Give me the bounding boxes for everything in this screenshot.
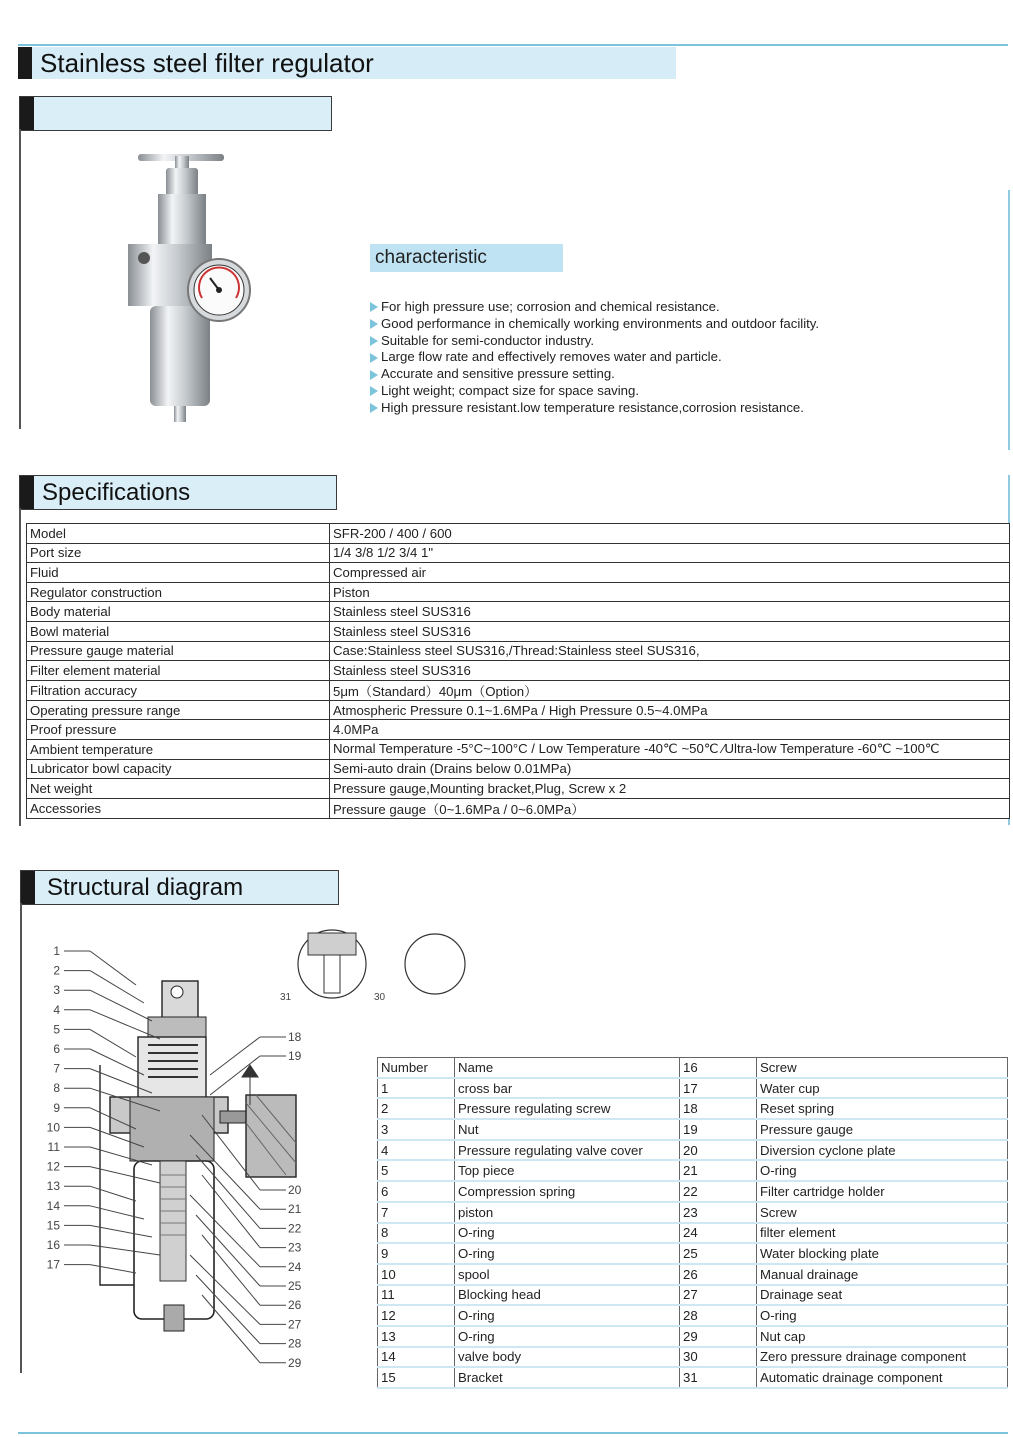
callout-label: 4 <box>53 1002 60 1017</box>
table-row <box>27 582 1010 602</box>
table-row <box>680 1305 1008 1326</box>
table-row <box>378 1098 680 1119</box>
table-cell-value: Stainless steel SUS316 <box>330 602 1010 622</box>
callout-label: 19 <box>288 1049 302 1063</box>
table-cell-key: Port size <box>27 543 330 563</box>
table-cell-value: spool <box>455 1264 680 1285</box>
table-cell-value: Blocking head <box>455 1285 680 1306</box>
table-row <box>378 1119 680 1140</box>
table-row <box>378 1058 680 1078</box>
list-item <box>370 400 819 417</box>
table-cell-value: Drainage seat <box>757 1285 1008 1306</box>
callout-leader <box>90 1186 136 1201</box>
callout-leader <box>90 971 144 1003</box>
table-cell-key: 29 <box>680 1326 757 1347</box>
table-row <box>27 700 1010 720</box>
table-cell-value: Screw <box>757 1202 1008 1223</box>
list-item-text: Accurate and sensitive pressure setting. <box>381 366 615 382</box>
table-cell-value: Compressed air <box>330 563 1010 583</box>
table-cell-value: Case:Stainless steel SUS316,/Thread:Stainless steel SUS316, <box>330 641 1010 661</box>
table-row <box>680 1285 1008 1306</box>
table-cell-value: Diversion cyclone plate <box>757 1140 1008 1161</box>
table-row <box>27 661 1010 681</box>
table-row <box>680 1243 1008 1264</box>
table-cell-value: Pressure gauge,Mounting bracket,Plug, Screw x 2 <box>330 779 1010 799</box>
table-cell-key: 15 <box>378 1367 455 1388</box>
product-caption-box <box>19 96 332 131</box>
table-row <box>378 1264 680 1285</box>
product-left-rule <box>19 129 21 429</box>
specifications-table <box>26 523 1010 819</box>
table-row <box>680 1202 1008 1223</box>
table-cell-key: Model <box>27 524 330 544</box>
table-row <box>378 1078 680 1099</box>
table-cell-value: Automatic drainage component <box>757 1367 1008 1388</box>
table-cell-key: 8 <box>378 1223 455 1244</box>
table-row <box>378 1367 680 1388</box>
table-row <box>378 1202 680 1223</box>
table-cell-key: Bowl material <box>27 621 330 641</box>
table-cell-value: O-ring <box>455 1223 680 1244</box>
table-cell-key: Proof pressure <box>27 720 330 740</box>
table-cell-key: Regulator construction <box>27 582 330 602</box>
table-cell-key: 4 <box>378 1140 455 1161</box>
callout-leader <box>90 1049 144 1075</box>
list-item-text: Suitable for semi-conductor industry. <box>381 332 595 348</box>
table-cell-value: Stainless steel SUS316 <box>330 661 1010 681</box>
title-accent-bar <box>18 47 32 79</box>
table-cell-value: 5μm（Standard）40μm（Option） <box>330 680 1010 700</box>
parts-table-left <box>377 1057 680 1389</box>
bottom-rule <box>18 1432 1008 1434</box>
table-cell-value: Pressure regulating valve cover <box>455 1140 680 1161</box>
table-cell-key: 1 <box>378 1078 455 1099</box>
table-row <box>378 1181 680 1202</box>
table-cell-key: 27 <box>680 1285 757 1306</box>
table-cell-key: 9 <box>378 1243 455 1264</box>
table-cell-value: piston <box>455 1202 680 1223</box>
list-item-text: For high pressure use; corrosion and chemical resistance. <box>381 299 720 314</box>
callout-leader <box>90 1265 136 1273</box>
table-cell-value: SFR-200 / 400 / 600 <box>330 524 1010 544</box>
table-cell-value: Nut <box>455 1119 680 1140</box>
table-row <box>27 779 1010 799</box>
callout-label: 10 <box>46 1120 60 1135</box>
table-row <box>680 1119 1008 1140</box>
table-cell-value: Normal Temperature -5°C~100°C / Low Temperature -40℃ ~50℃ ∕Ultra-low Temperature -60℃ ~100℃ <box>330 739 1010 759</box>
callout-label: 3 <box>53 983 60 998</box>
bullet-triangle-icon <box>370 386 378 396</box>
list-item <box>370 366 819 383</box>
table-row <box>378 1140 680 1161</box>
detail-label: 31 <box>280 992 292 1003</box>
structural-heading: Structural diagram <box>47 873 244 901</box>
page-title-banner <box>18 47 676 79</box>
specifications-heading: Specifications <box>42 478 191 506</box>
table-cell-value: Bracket <box>455 1367 680 1388</box>
callout-label: 21 <box>288 1202 302 1217</box>
table-row <box>27 680 1010 700</box>
table-row <box>27 524 1010 544</box>
structural-diagram <box>40 925 386 1375</box>
table-cell-value: Semi-auto drain (Drains below 0.01MPa) <box>330 759 1010 779</box>
table-cell-value: Top piece <box>455 1160 680 1181</box>
table-cell-value: O-ring <box>757 1305 1008 1326</box>
table-row <box>27 602 1010 622</box>
callout-label: 29 <box>288 1355 302 1370</box>
structural-accent-bar <box>21 871 35 904</box>
table-cell-key: 10 <box>378 1264 455 1285</box>
table-cell-value: Zero pressure drainage component <box>757 1347 1008 1368</box>
table-cell-key: 20 <box>680 1140 757 1161</box>
specifications-heading-box <box>19 475 337 510</box>
product-image <box>120 150 260 430</box>
table-cell-key: Pressure gauge material <box>27 641 330 661</box>
table-cell-key: 24 <box>680 1223 757 1244</box>
characteristic-heading: characteristic <box>370 244 563 272</box>
list-item <box>370 349 819 366</box>
callout-label: 9 <box>53 1100 60 1115</box>
structural-heading-box <box>20 870 339 905</box>
table-row <box>27 621 1010 641</box>
table-cell-key: 5 <box>378 1160 455 1181</box>
callout-label: 25 <box>288 1279 302 1293</box>
callout-leader <box>90 951 136 985</box>
callout-label: 5 <box>53 1022 60 1037</box>
list-item <box>370 316 819 333</box>
table-cell-value: filter element <box>757 1223 1008 1244</box>
table-cell-value: Water cup <box>757 1078 1008 1099</box>
table-cell-key: 11 <box>378 1285 455 1306</box>
table-row <box>680 1181 1008 1202</box>
callout-label: 27 <box>288 1317 302 1332</box>
table-cell-value: cross bar <box>455 1078 680 1099</box>
table-cell-value: Compression spring <box>455 1181 680 1202</box>
table-cell-key: 22 <box>680 1181 757 1202</box>
table-cell-key: 6 <box>378 1181 455 1202</box>
list-item <box>370 299 819 316</box>
callout-label: 7 <box>53 1061 60 1076</box>
structural-left-rule <box>20 903 22 1373</box>
table-cell-value: O-ring <box>455 1243 680 1264</box>
table-row <box>378 1243 680 1264</box>
table-cell-key: Lubricator bowl capacity <box>27 759 330 779</box>
callout-label: 23 <box>288 1240 302 1255</box>
table-row <box>27 720 1010 740</box>
table-row <box>680 1326 1008 1347</box>
right-rule-top <box>1008 190 1010 450</box>
callout-label: 15 <box>46 1218 60 1233</box>
table-cell-key: Number <box>378 1058 455 1078</box>
table-cell-key: 25 <box>680 1243 757 1264</box>
table-cell-value: Reset spring <box>757 1098 1008 1119</box>
table-cell-key: 18 <box>680 1098 757 1119</box>
table-cell-value: Name <box>455 1058 680 1078</box>
callout-label: 20 <box>288 1183 302 1197</box>
bullet-triangle-icon <box>370 319 378 329</box>
table-row <box>27 759 1010 779</box>
table-cell-value: valve body <box>455 1347 680 1368</box>
list-item-text: Large flow rate and effectively removes water and particle. <box>381 349 722 365</box>
table-row <box>27 798 1010 818</box>
table-cell-value: Water blocking plate <box>757 1243 1008 1264</box>
table-row <box>378 1305 680 1326</box>
callout-label: 1 <box>53 944 60 958</box>
table-cell-value: Pressure gauge（0~1.6MPa / 0~6.0MPa） <box>330 798 1010 818</box>
callout-label: 13 <box>46 1179 60 1194</box>
table-cell-key: 26 <box>680 1264 757 1285</box>
table-row <box>27 641 1010 661</box>
bullet-triangle-icon <box>370 403 378 413</box>
table-row <box>378 1223 680 1244</box>
table-row <box>680 1078 1008 1099</box>
bullet-triangle-icon <box>370 353 378 363</box>
table-cell-value: Filter cartridge holder <box>757 1181 1008 1202</box>
table-cell-value: O-ring <box>455 1305 680 1326</box>
callout-label: 14 <box>46 1198 60 1213</box>
table-cell-key: 23 <box>680 1202 757 1223</box>
characteristic-list <box>370 299 819 417</box>
bullet-triangle-icon <box>370 370 378 380</box>
table-cell-key: 3 <box>378 1119 455 1140</box>
table-cell-key: Filter element material <box>27 661 330 681</box>
spec-left-rule <box>19 508 21 826</box>
table-cell-value: Manual drainage <box>757 1264 1008 1285</box>
table-row <box>680 1347 1008 1368</box>
table-cell-key: 2 <box>378 1098 455 1119</box>
detail-label: 30 <box>374 992 386 1003</box>
table-cell-value: O-ring <box>455 1326 680 1347</box>
table-cell-key: Accessories <box>27 798 330 818</box>
table-cell-key: 7 <box>378 1202 455 1223</box>
parts-table-right <box>679 1057 1008 1389</box>
table-cell-value: 1/4 3/8 1/2 3/4 1" <box>330 543 1010 563</box>
table-cell-value: Screw <box>757 1058 1008 1078</box>
callout-label: 8 <box>53 1081 60 1096</box>
top-rule <box>18 44 1008 46</box>
list-item-text: Light weight; compact size for space saving. <box>381 382 640 398</box>
callout-label: 12 <box>46 1159 60 1174</box>
callout-label: 17 <box>46 1257 60 1272</box>
list-item <box>370 333 819 350</box>
table-row <box>27 563 1010 583</box>
product-caption-accent <box>20 97 34 130</box>
list-item-text: High pressure resistant.low temperature resistance,corrosion resistance. <box>381 399 804 415</box>
callout-label: 18 <box>288 1030 302 1044</box>
table-cell-key: 17 <box>680 1078 757 1099</box>
table-row <box>680 1160 1008 1181</box>
table-cell-value: Stainless steel SUS316 <box>330 621 1010 641</box>
list-item <box>370 383 819 400</box>
table-cell-value: O-ring <box>757 1160 1008 1181</box>
table-cell-value: Nut cap <box>757 1326 1008 1347</box>
table-cell-key: 31 <box>680 1367 757 1388</box>
callout-leader <box>90 990 152 1021</box>
table-cell-key: Net weight <box>27 779 330 799</box>
table-row <box>378 1160 680 1181</box>
table-cell-key: 19 <box>680 1119 757 1140</box>
table-cell-value: Pressure regulating screw <box>455 1098 680 1119</box>
page-title: Stainless steel filter regulator <box>40 47 374 78</box>
table-cell-key: 16 <box>680 1058 757 1078</box>
table-row <box>680 1058 1008 1078</box>
callout-leader <box>202 1295 260 1363</box>
table-cell-value: Piston <box>330 582 1010 602</box>
list-item-text: Good performance in chemically working environments and outdoor facility. <box>381 315 820 331</box>
table-cell-key: 28 <box>680 1305 757 1326</box>
table-cell-key: Filtration accuracy <box>27 680 330 700</box>
table-row <box>27 543 1010 563</box>
callout-label: 22 <box>288 1221 302 1236</box>
callout-label: 16 <box>46 1238 60 1252</box>
table-row <box>680 1264 1008 1285</box>
bullet-triangle-icon <box>370 336 378 346</box>
table-row <box>680 1140 1008 1161</box>
table-row <box>378 1285 680 1306</box>
table-row <box>680 1367 1008 1388</box>
table-cell-value: Atmospheric Pressure 0.1~1.6MPa / High Pressure 0.5~4.0MPa <box>330 700 1010 720</box>
bullet-triangle-icon <box>370 302 378 312</box>
table-row <box>680 1223 1008 1244</box>
table-cell-key: 13 <box>378 1326 455 1347</box>
table-row <box>378 1347 680 1368</box>
table-row <box>378 1326 680 1347</box>
specifications-accent-bar <box>20 476 34 509</box>
callout-label: 24 <box>288 1259 302 1274</box>
callout-label: 28 <box>288 1336 302 1351</box>
table-cell-key: 12 <box>378 1305 455 1326</box>
table-row <box>27 739 1010 759</box>
callout-label: 11 <box>47 1140 60 1154</box>
callout-label: 6 <box>53 1042 60 1056</box>
table-row <box>680 1098 1008 1119</box>
table-cell-key: Body material <box>27 602 330 622</box>
table-cell-key: Ambient temperature <box>27 739 330 759</box>
table-cell-key: Operating pressure range <box>27 700 330 720</box>
table-cell-value: Pressure gauge <box>757 1119 1008 1140</box>
table-cell-key: 14 <box>378 1347 455 1368</box>
table-cell-value: 4.0MPa <box>330 720 1010 740</box>
table-cell-key: 21 <box>680 1160 757 1181</box>
callout-label: 26 <box>288 1298 302 1313</box>
table-cell-key: 30 <box>680 1347 757 1368</box>
table-cell-key: Fluid <box>27 563 330 583</box>
callout-label: 2 <box>53 963 60 978</box>
